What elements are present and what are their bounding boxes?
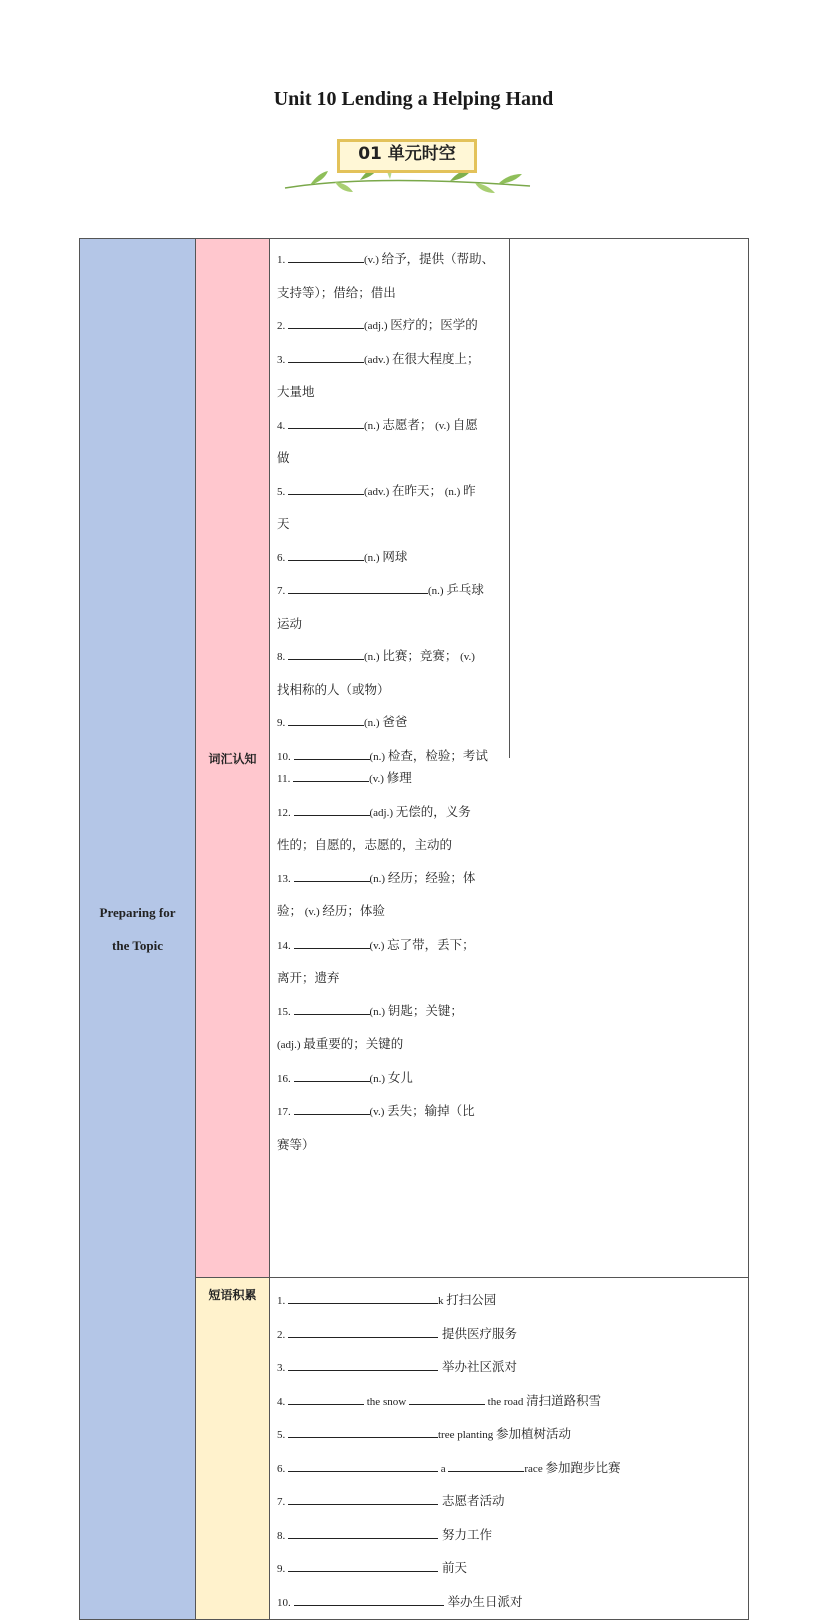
definition-text: 支持等）；借给；借出 (277, 284, 396, 300)
phrase-line (277, 1385, 742, 1419)
definition-text: 昨 (463, 482, 476, 498)
part-of-speech: (n.) (428, 585, 447, 597)
answer-blank[interactable] (294, 1102, 370, 1115)
phrase-word: k (438, 1295, 447, 1307)
item-number: 17. (277, 1106, 294, 1118)
vocab-line (277, 608, 503, 641)
vocab-line (277, 862, 504, 896)
phrase-line (277, 1519, 742, 1553)
definition-text: 赛等） (277, 1136, 315, 1152)
item-number: 10. (277, 750, 294, 763)
phrase-word: the road (484, 1395, 527, 1408)
item-number: 3. (277, 1362, 288, 1374)
item-number: 6. (277, 1462, 288, 1475)
definition-text: 运动 (277, 615, 303, 631)
part-of-speech: (n.) (442, 485, 464, 498)
answer-blank[interactable] (288, 581, 428, 594)
answer-blank[interactable] (288, 713, 364, 726)
definition-text: 女儿 (387, 1069, 413, 1085)
item-number: 1. (277, 1295, 288, 1307)
phrase-meaning: 举办社区派对 (441, 1359, 517, 1374)
phrase-line (277, 1552, 742, 1586)
item-number: 4. (277, 419, 288, 432)
definition-text: 无偿的，义务 (395, 803, 471, 819)
topic-line-2: the Topic (112, 938, 163, 953)
phrase-word: the snow (364, 1395, 409, 1408)
answer-blank[interactable] (294, 1069, 370, 1082)
vocab-line (277, 541, 503, 575)
definition-text: 做 (277, 450, 290, 465)
definition-text: 离开；遗弃 (277, 970, 340, 985)
vocab-line (277, 1062, 504, 1096)
answer-blank[interactable] (288, 316, 364, 329)
definition-text: 验； (277, 903, 303, 918)
definition-text: 钥匙；关键； (387, 1002, 463, 1018)
vocab-line (277, 895, 504, 929)
phrase-meaning: 参加植树活动 (496, 1426, 572, 1441)
vocab-line (277, 442, 503, 475)
item-number: 5. (277, 485, 288, 498)
item-number: 2. (277, 320, 288, 332)
item-number: 8. (277, 651, 288, 663)
phrase-word: a (438, 1462, 449, 1475)
vocab-line (277, 574, 503, 608)
answer-blank[interactable] (288, 1492, 438, 1505)
definition-text: 检查，检验；考试 (387, 747, 488, 763)
part-of-speech: (n.) (364, 419, 383, 432)
definition-text: 经历；体验 (322, 903, 385, 918)
item-number: 5. (277, 1429, 288, 1441)
part-of-speech: (n.) (364, 651, 383, 663)
definition-text: 爸爸 (382, 714, 408, 729)
item-number: 15. (277, 1005, 294, 1018)
answer-blank[interactable] (294, 1593, 444, 1606)
definition-text: 天 (277, 516, 290, 531)
item-number: 8. (277, 1529, 288, 1542)
definition-text: 医疗的；医学的 (390, 317, 478, 332)
phrase-line (277, 1351, 742, 1385)
definition-text: 丢失；输掉（比 (387, 1103, 475, 1118)
definition-text: 自愿 (452, 416, 478, 432)
item-number: 16. (277, 1072, 294, 1085)
part-of-speech: (v.) (432, 419, 453, 432)
item-number: 9. (277, 1563, 288, 1575)
answer-blank[interactable] (288, 1425, 438, 1438)
item-number: 11. (277, 773, 294, 785)
definition-text: 乒乓球 (446, 582, 484, 597)
answer-blank[interactable] (288, 416, 364, 429)
vocab-line (277, 1028, 504, 1062)
part-of-speech: (adv.) (364, 485, 392, 498)
vocab-line (277, 995, 504, 1029)
part-of-speech: (v.) (302, 906, 323, 918)
phrase-line (277, 1452, 742, 1486)
vocab-table (79, 238, 749, 1620)
answer-blank[interactable] (288, 1325, 438, 1338)
vocab-line (277, 409, 503, 443)
answer-blank[interactable] (448, 1459, 524, 1472)
phrase-word: tree planting (438, 1429, 497, 1441)
part-of-speech: (n.) (364, 717, 383, 729)
phrase-meaning: 举办生日派对 (447, 1593, 523, 1609)
item-number: 10. (277, 1596, 294, 1609)
answer-blank[interactable] (288, 1358, 438, 1371)
phrase-meaning: 志愿者活动 (441, 1493, 505, 1508)
answer-blank[interactable] (294, 1002, 370, 1015)
item-number: 13. (277, 872, 294, 885)
answer-blank[interactable] (288, 548, 364, 561)
phrase-meaning: 打扫公园 (446, 1292, 497, 1307)
answer-blank[interactable] (293, 769, 369, 782)
vocab-line (277, 1095, 504, 1129)
item-number: 1. (277, 254, 288, 266)
answer-blank[interactable] (288, 1459, 438, 1472)
definition-text: 性的；自愿的，志愿的，主动的 (277, 837, 453, 852)
part-of-speech: (v.) (369, 939, 388, 952)
part-of-speech: (v.) (369, 773, 387, 785)
part-of-speech: (n.) (369, 872, 388, 885)
phrase-line (277, 1284, 742, 1318)
vocab-line (277, 962, 504, 995)
phrase-meaning: 参加跑步比赛 (545, 1459, 621, 1475)
item-number: 7. (277, 585, 288, 597)
topic-cell (80, 239, 196, 1620)
item-number: 4. (277, 1395, 288, 1408)
part-of-speech: (v.) (364, 254, 382, 266)
item-number: 14. (277, 939, 294, 952)
definition-text: 网球 (382, 548, 408, 564)
answer-blank[interactable] (294, 869, 370, 882)
phrase-cell (270, 1278, 749, 1620)
item-number: 7. (277, 1496, 288, 1508)
item-number: 2. (277, 1328, 288, 1341)
answer-blank[interactable] (288, 250, 364, 263)
answer-blank[interactable] (288, 1392, 364, 1405)
phrase-line (277, 1586, 742, 1620)
definition-text: 修理 (386, 770, 412, 785)
item-number: 9. (277, 717, 288, 729)
vocab-line (277, 376, 503, 409)
part-of-speech: (adv.) (364, 353, 392, 366)
vocab-line (277, 475, 503, 509)
definition-text: 志愿者； (382, 416, 433, 432)
answer-blank[interactable] (288, 1559, 438, 1572)
answer-blank[interactable] (288, 350, 364, 363)
part-of-speech: (adj.) (364, 320, 391, 332)
part-of-speech: (n.) (369, 1072, 388, 1085)
item-number: 6. (277, 551, 288, 564)
page-title: Unit 10 Lending a Helping Hand (273, 88, 554, 110)
vocab-line (277, 706, 503, 740)
vocab-line (277, 343, 503, 377)
definition-text: 给予，提供（帮助、 (381, 251, 495, 266)
banner-label: 01 单元时空 (358, 144, 456, 164)
answer-blank[interactable] (409, 1392, 485, 1405)
definition-text: 在很大程度上； (392, 350, 480, 366)
part-of-speech: (n.) (369, 1005, 388, 1018)
vocab-line (277, 796, 504, 830)
part-of-speech: (adj.) (369, 806, 396, 819)
vocab-column-right (270, 758, 510, 1277)
vocab-line (277, 674, 503, 707)
phrase-category: 短语积累 (196, 1278, 270, 1620)
item-number: 12. (277, 806, 294, 819)
part-of-speech: (v.) (369, 1106, 388, 1118)
definition-text: 比赛；竞赛； (382, 648, 458, 663)
answer-blank[interactable] (288, 1291, 438, 1304)
part-of-speech: (adj.) (277, 1039, 304, 1051)
answer-blank[interactable] (294, 803, 370, 816)
vocab-line (277, 762, 504, 796)
vocab-line (277, 243, 503, 277)
answer-blank[interactable] (288, 482, 364, 495)
vocab-line (277, 829, 504, 862)
definition-text: 找相称的人（或物） (277, 681, 390, 697)
phrase-line (277, 1485, 742, 1519)
definition-text: 忘了带，丢下； (387, 936, 475, 952)
phrase-line (277, 1318, 742, 1352)
vocab-line (277, 1129, 504, 1162)
vocab-line (277, 640, 503, 674)
definition-text: 最重要的；关键的 (303, 1036, 404, 1051)
answer-blank[interactable] (294, 936, 370, 949)
definition-text: 在昨天； (392, 482, 443, 498)
vocab-category: 词汇认知 (196, 239, 270, 1278)
phrase-meaning: 前天 (441, 1560, 467, 1575)
vocab-line (277, 508, 503, 541)
part-of-speech: (n.) (369, 750, 388, 763)
answer-blank[interactable] (288, 1526, 438, 1539)
phrase-meaning: 努力工作 (441, 1526, 492, 1542)
phrase-meaning: 清扫道路积雪 (526, 1392, 602, 1408)
part-of-speech: (n.) (364, 551, 383, 564)
phrase-word: race (524, 1462, 546, 1475)
section-banner (280, 132, 540, 198)
item-number: 3. (277, 353, 288, 366)
phrase-meaning: 提供医疗服务 (441, 1325, 517, 1341)
topic-line-1: Preparing for (99, 905, 176, 920)
vocab-cell (270, 239, 749, 1278)
vocab-column-left (270, 239, 510, 763)
definition-text: 大量地 (277, 384, 315, 399)
vocab-line (277, 277, 503, 310)
answer-blank[interactable] (288, 647, 364, 660)
vocab-line (277, 309, 503, 343)
part-of-speech: (v.) (457, 651, 475, 663)
definition-text: 经历；经验；体 (387, 869, 476, 885)
phrase-line (277, 1418, 742, 1452)
vocab-line (277, 929, 504, 963)
